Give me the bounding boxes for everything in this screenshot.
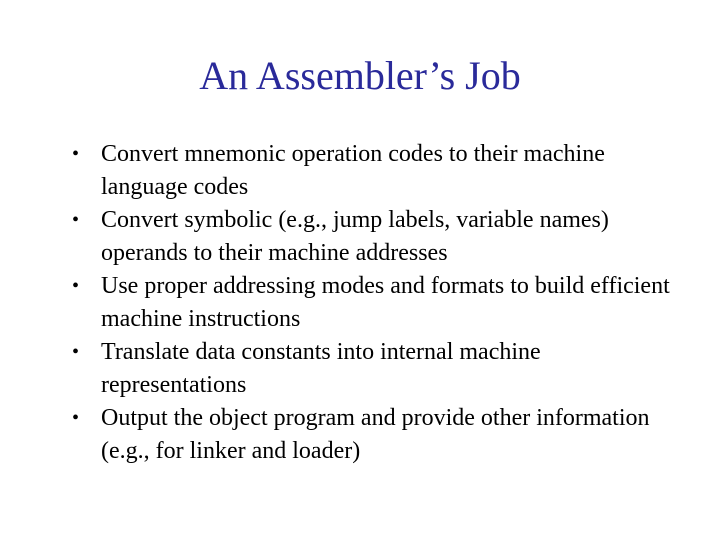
list-item — [70, 270, 690, 336]
slide-title: An Assembler’s Job — [199, 53, 521, 98]
list-item — [70, 204, 690, 270]
bullet-icon: • — [72, 275, 80, 297]
bullet-text: Use proper addressing modes and formats to build efficient machine instructions — [101, 273, 670, 332]
bullet-list — [70, 138, 690, 468]
list-item — [70, 402, 690, 468]
bullet-icon: • — [72, 143, 80, 165]
bullet-text: Convert mnemonic operation codes to their machine language codes — [101, 141, 605, 200]
bullet-text: Translate data constants into internal machine representations — [101, 339, 541, 398]
bullet-text: Output the object program and provide other information (e.g., for linker and loader) — [101, 405, 650, 464]
bullet-text: Convert symbolic (e.g., jump labels, variable names) operands to their machine addresses — [101, 207, 609, 266]
list-item — [70, 138, 690, 204]
list-item — [70, 336, 690, 402]
bullet-icon: • — [72, 407, 80, 429]
bullet-icon: • — [72, 341, 80, 363]
bullet-icon: • — [72, 209, 80, 231]
